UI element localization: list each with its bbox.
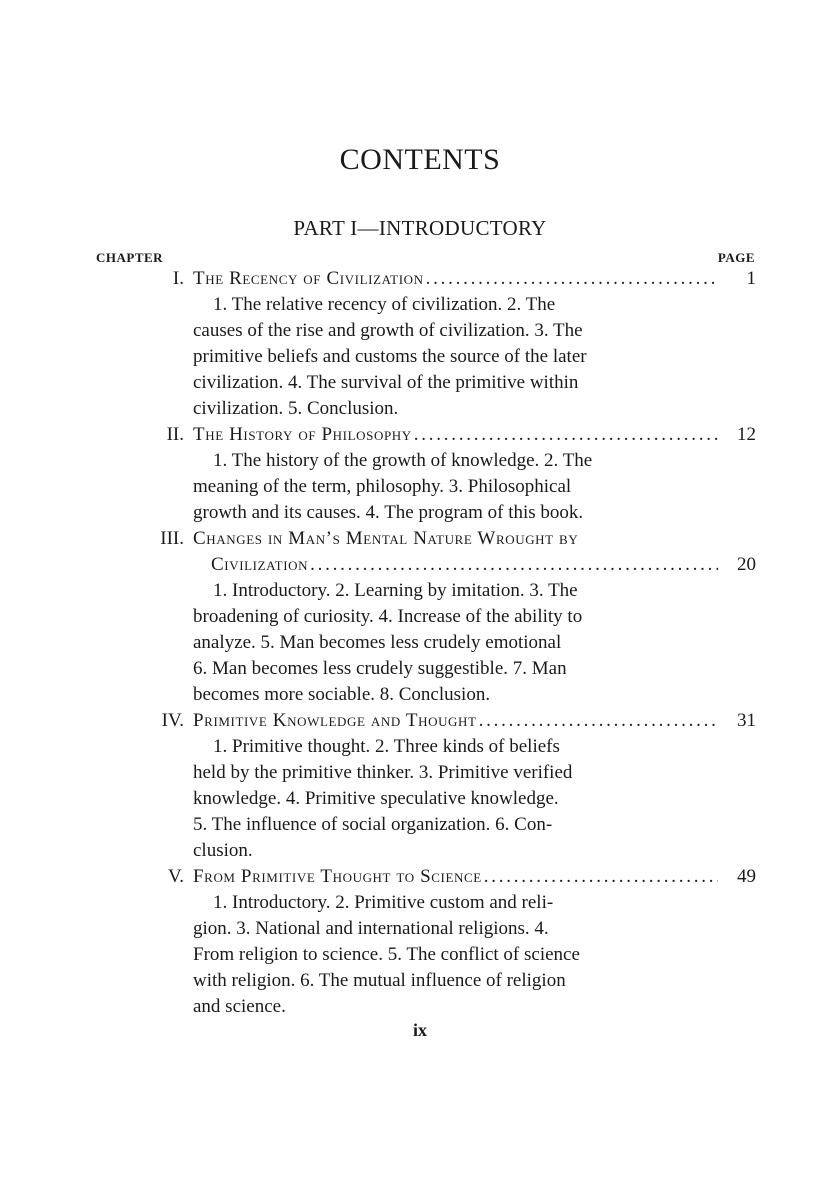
dot-leader <box>310 552 718 578</box>
chapter-heading[interactable] <box>96 864 756 890</box>
toc-entry-chapter-5 <box>96 864 756 1020</box>
chapter-title: The Recency of Civilization <box>193 268 424 289</box>
page-number: 1 <box>746 268 756 289</box>
toc-entry-chapter-2 <box>96 422 756 526</box>
chapter-summary: 1. The history of the growth of knowledge. 2. The meaning of the term, philosophy. 3. Philosophical growth and its causes. 4. The program of this book. <box>193 450 593 523</box>
page-column-label: PAGE <box>717 250 755 265</box>
table-of-contents <box>96 266 756 1020</box>
chapter-number: II. <box>166 424 184 445</box>
dot-leader <box>414 422 718 448</box>
chapter-heading[interactable] <box>96 708 756 734</box>
toc-entry-chapter-3 <box>96 526 756 708</box>
dot-leader <box>479 708 718 734</box>
chapter-summary: 1. Primitive thought. 2. Three kinds of beliefs held by the primitive thinker. 3. Primitive verified knowledge. 4. Primitive speculative knowledge. 5. The influence of social organization. 6. Con- clusion. <box>193 736 573 861</box>
toc-entry-chapter-4 <box>96 708 756 864</box>
dot-leader <box>426 266 718 292</box>
page-number: 31 <box>737 710 756 731</box>
folio-page-number: ix <box>412 1020 427 1040</box>
page-number: 49 <box>737 866 756 887</box>
toc-entry-chapter-1 <box>96 266 756 422</box>
chapter-summary: 1. The relative recency of civilization. 2. The causes of the rise and growth of civilization. 3. The primitive beliefs and customs the source of the later civilization. 4. The survival of the primitive within civilization. 5. Conclusion. <box>193 294 587 419</box>
page-number: 12 <box>737 424 756 445</box>
chapter-heading[interactable] <box>96 526 756 552</box>
chapter-title: The History of Philosophy <box>193 424 412 445</box>
chapter-summary: 1. Introductory. 2. Learning by imitation. 3. The broadening of curiosity. 4. Increase of the ability to analyze. 5. Man becomes less crudely emotional 6. Man becomes less crudely suggestible. 7. Man becomes more sociable. 8. Conclusion. <box>193 580 583 705</box>
chapter-column-label: CHAPTER <box>96 250 164 265</box>
part-heading: PART I—INTRODUCTORY <box>293 216 547 240</box>
chapter-title: Changes in Man’s Mental Nature Wrought by <box>193 528 579 549</box>
chapter-title-continued: Civilization <box>211 554 309 575</box>
chapter-title: From Primitive Thought to Science <box>193 866 482 887</box>
chapter-heading[interactable] <box>96 266 756 292</box>
chapter-number: III. <box>160 528 184 549</box>
page-title: CONTENTS <box>339 143 501 176</box>
dot-leader <box>484 864 718 890</box>
chapter-heading[interactable] <box>96 422 756 448</box>
page-number: 20 <box>737 554 756 575</box>
chapter-number: I. <box>172 268 184 289</box>
chapter-number: IV. <box>161 710 184 731</box>
chapter-heading-continued[interactable] <box>96 552 756 578</box>
chapter-number: V. <box>167 866 184 887</box>
chapter-summary: 1. Introductory. 2. Primitive custom and reli- gion. 3. National and international religions. 4. From religion to science. 5. The conflict of science with religion. 6. The mutual influence of religion and science. <box>193 892 580 1017</box>
chapter-title: Primitive Knowledge and Thought <box>193 710 477 731</box>
